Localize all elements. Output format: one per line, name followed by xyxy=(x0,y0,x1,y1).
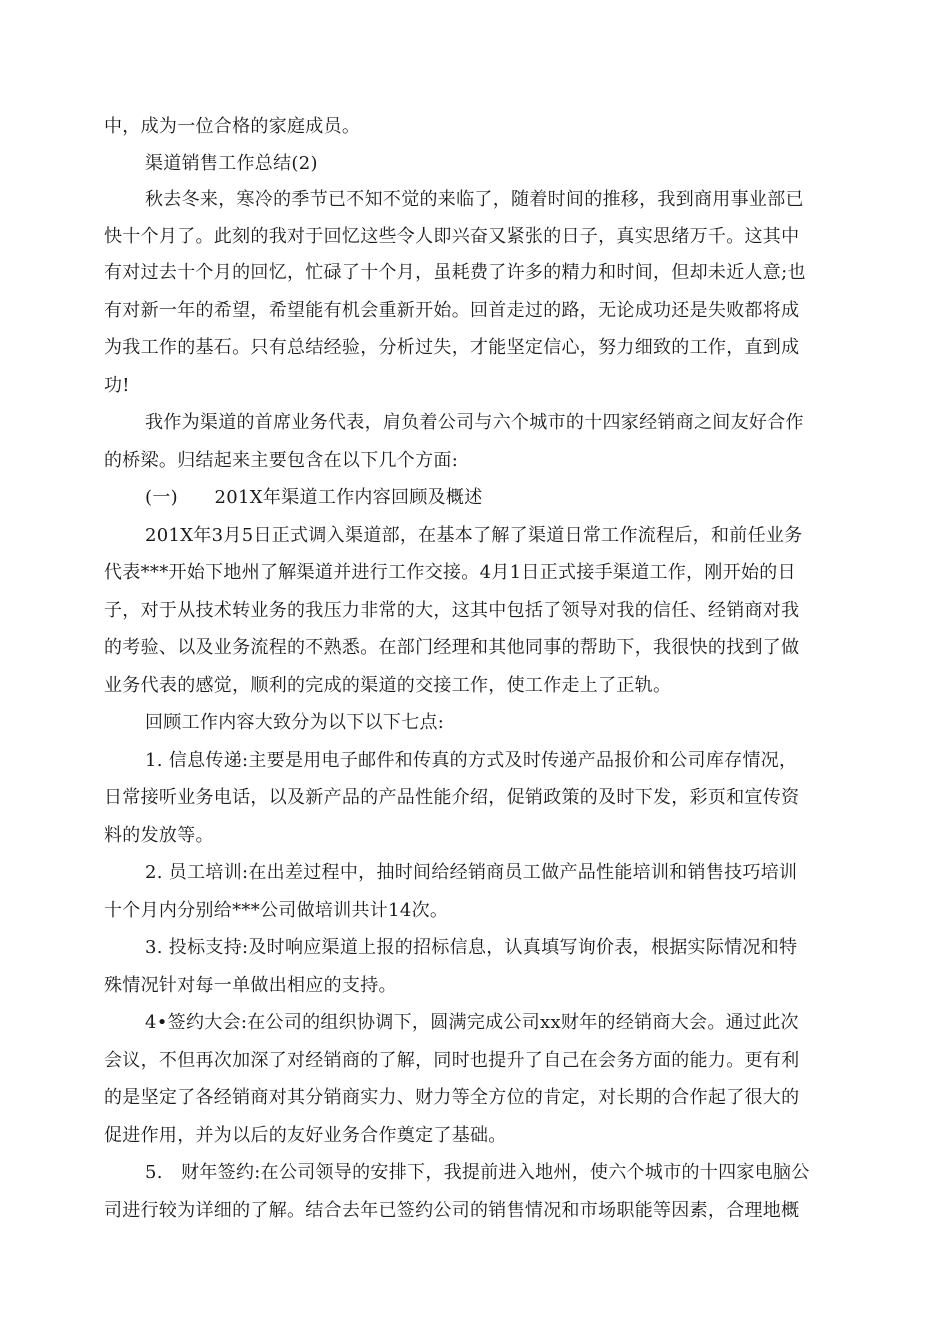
section-heading: 渠道销售工作总结(2) xyxy=(145,153,318,174)
text-line: 的考验、以及业务流程的不熟悉。在部门经理和其他同事的帮助下，我很快的找到了做 xyxy=(104,637,800,658)
text-line: 的是坚定了各经销商对其分销商实力、财力等全方位的肯定，对长期的合作起了很大的 xyxy=(104,1087,800,1108)
text-line: 有对新一年的希望，希望能有机会重新开始。回首走过的路，无论成功还是失败都将成 xyxy=(104,300,800,321)
text-line: 日常接听业务电话，以及新产品的产品性能介绍，促销政策的及时下发，彩页和宣传资 xyxy=(104,787,800,808)
list-item: 4•签约大会:在公司的组织协调下，圆满完成公司xx财年的经销商大会。通过此次 xyxy=(145,1012,799,1033)
list-item: 2. 员工培训:在出差过程中，抽时间给经销商员工做产品性能培训和销售技巧培训 xyxy=(145,862,798,883)
text-line: 促进作用，并为以后的友好业务合作奠定了基础。 xyxy=(104,1125,507,1146)
text-line: 代表***开始下地州了解渠道并进行工作交接。4月1日正式接手渠道工作，刚开始的日 xyxy=(104,562,796,583)
list-item: 3. 投标支持:及时响应渠道上报的招标信息，认真填写询价表，根据实际情况和特 xyxy=(145,937,798,958)
text-line: 201X年3月5日正式调入渠道部，在基本了解了渠道日常工作流程后，和前任业务 xyxy=(145,525,803,546)
text-line: 中，成为一位合格的家庭成员。 xyxy=(104,116,361,137)
text-line: 秋去冬来，寒冷的季节已不知不觉的来临了，随着时间的推移，我到商用事业部已 xyxy=(145,189,804,210)
text-line: 回顾工作内容大致分为以下以下七点: xyxy=(145,712,445,733)
list-item: 5. 财年签约:在公司领导的安排下，我提前进入地州，使六个城市的十四家电脑公 xyxy=(145,1162,810,1183)
text-line: 我作为渠道的首席业务代表，肩负着公司与六个城市的十四家经销商之间友好合作 xyxy=(145,412,804,433)
text-line: 功! xyxy=(104,375,130,396)
list-item: 1. 信息传递:主要是用电子邮件和传真的方式及时传递产品报价和公司库存情况， xyxy=(145,750,798,771)
text-line: 为我工作的基石。只有总结经验，分析过失，才能坚定信心，努力细致的工作，直到成 xyxy=(104,337,800,358)
text-line: 殊情况针对每一单做出相应的支持。 xyxy=(104,975,397,996)
text-line: 有对过去十个月的回忆，忙碌了十个月，虽耗费了许多的精力和时间，但却未近人意;也 xyxy=(104,262,806,283)
text-line: 快十个月了。此刻的我对于回忆这些令人即兴奋又紧张的日子，真实思绪万千。这其中 xyxy=(104,226,800,247)
text-line: 十个月内分别给***公司做培训共计14次。 xyxy=(104,900,449,921)
text-line: 料的发放等。 xyxy=(104,825,214,846)
text-line: 会议，不但再次加深了对经销商的了解，同时也提升了自己在会务方面的能力。更有利 xyxy=(104,1050,800,1071)
text-line: 业务代表的感觉，顺利的完成的渠道的交接工作，使工作走上了正轨。 xyxy=(104,675,672,696)
text-line: 司进行较为详细的了解。结合去年已签约公司的销售情况和市场职能等因素，合理地概 xyxy=(104,1200,800,1221)
text-line: 的桥梁。归结起来主要包含在以下几个方面: xyxy=(104,450,459,471)
subsection-heading: (一) 201X年渠道工作内容回顾及概述 xyxy=(145,487,483,508)
text-line: 子，对于从技术转业务的我压力非常的大，这其中包括了领导对我的信任、经销商对我 xyxy=(104,600,800,621)
